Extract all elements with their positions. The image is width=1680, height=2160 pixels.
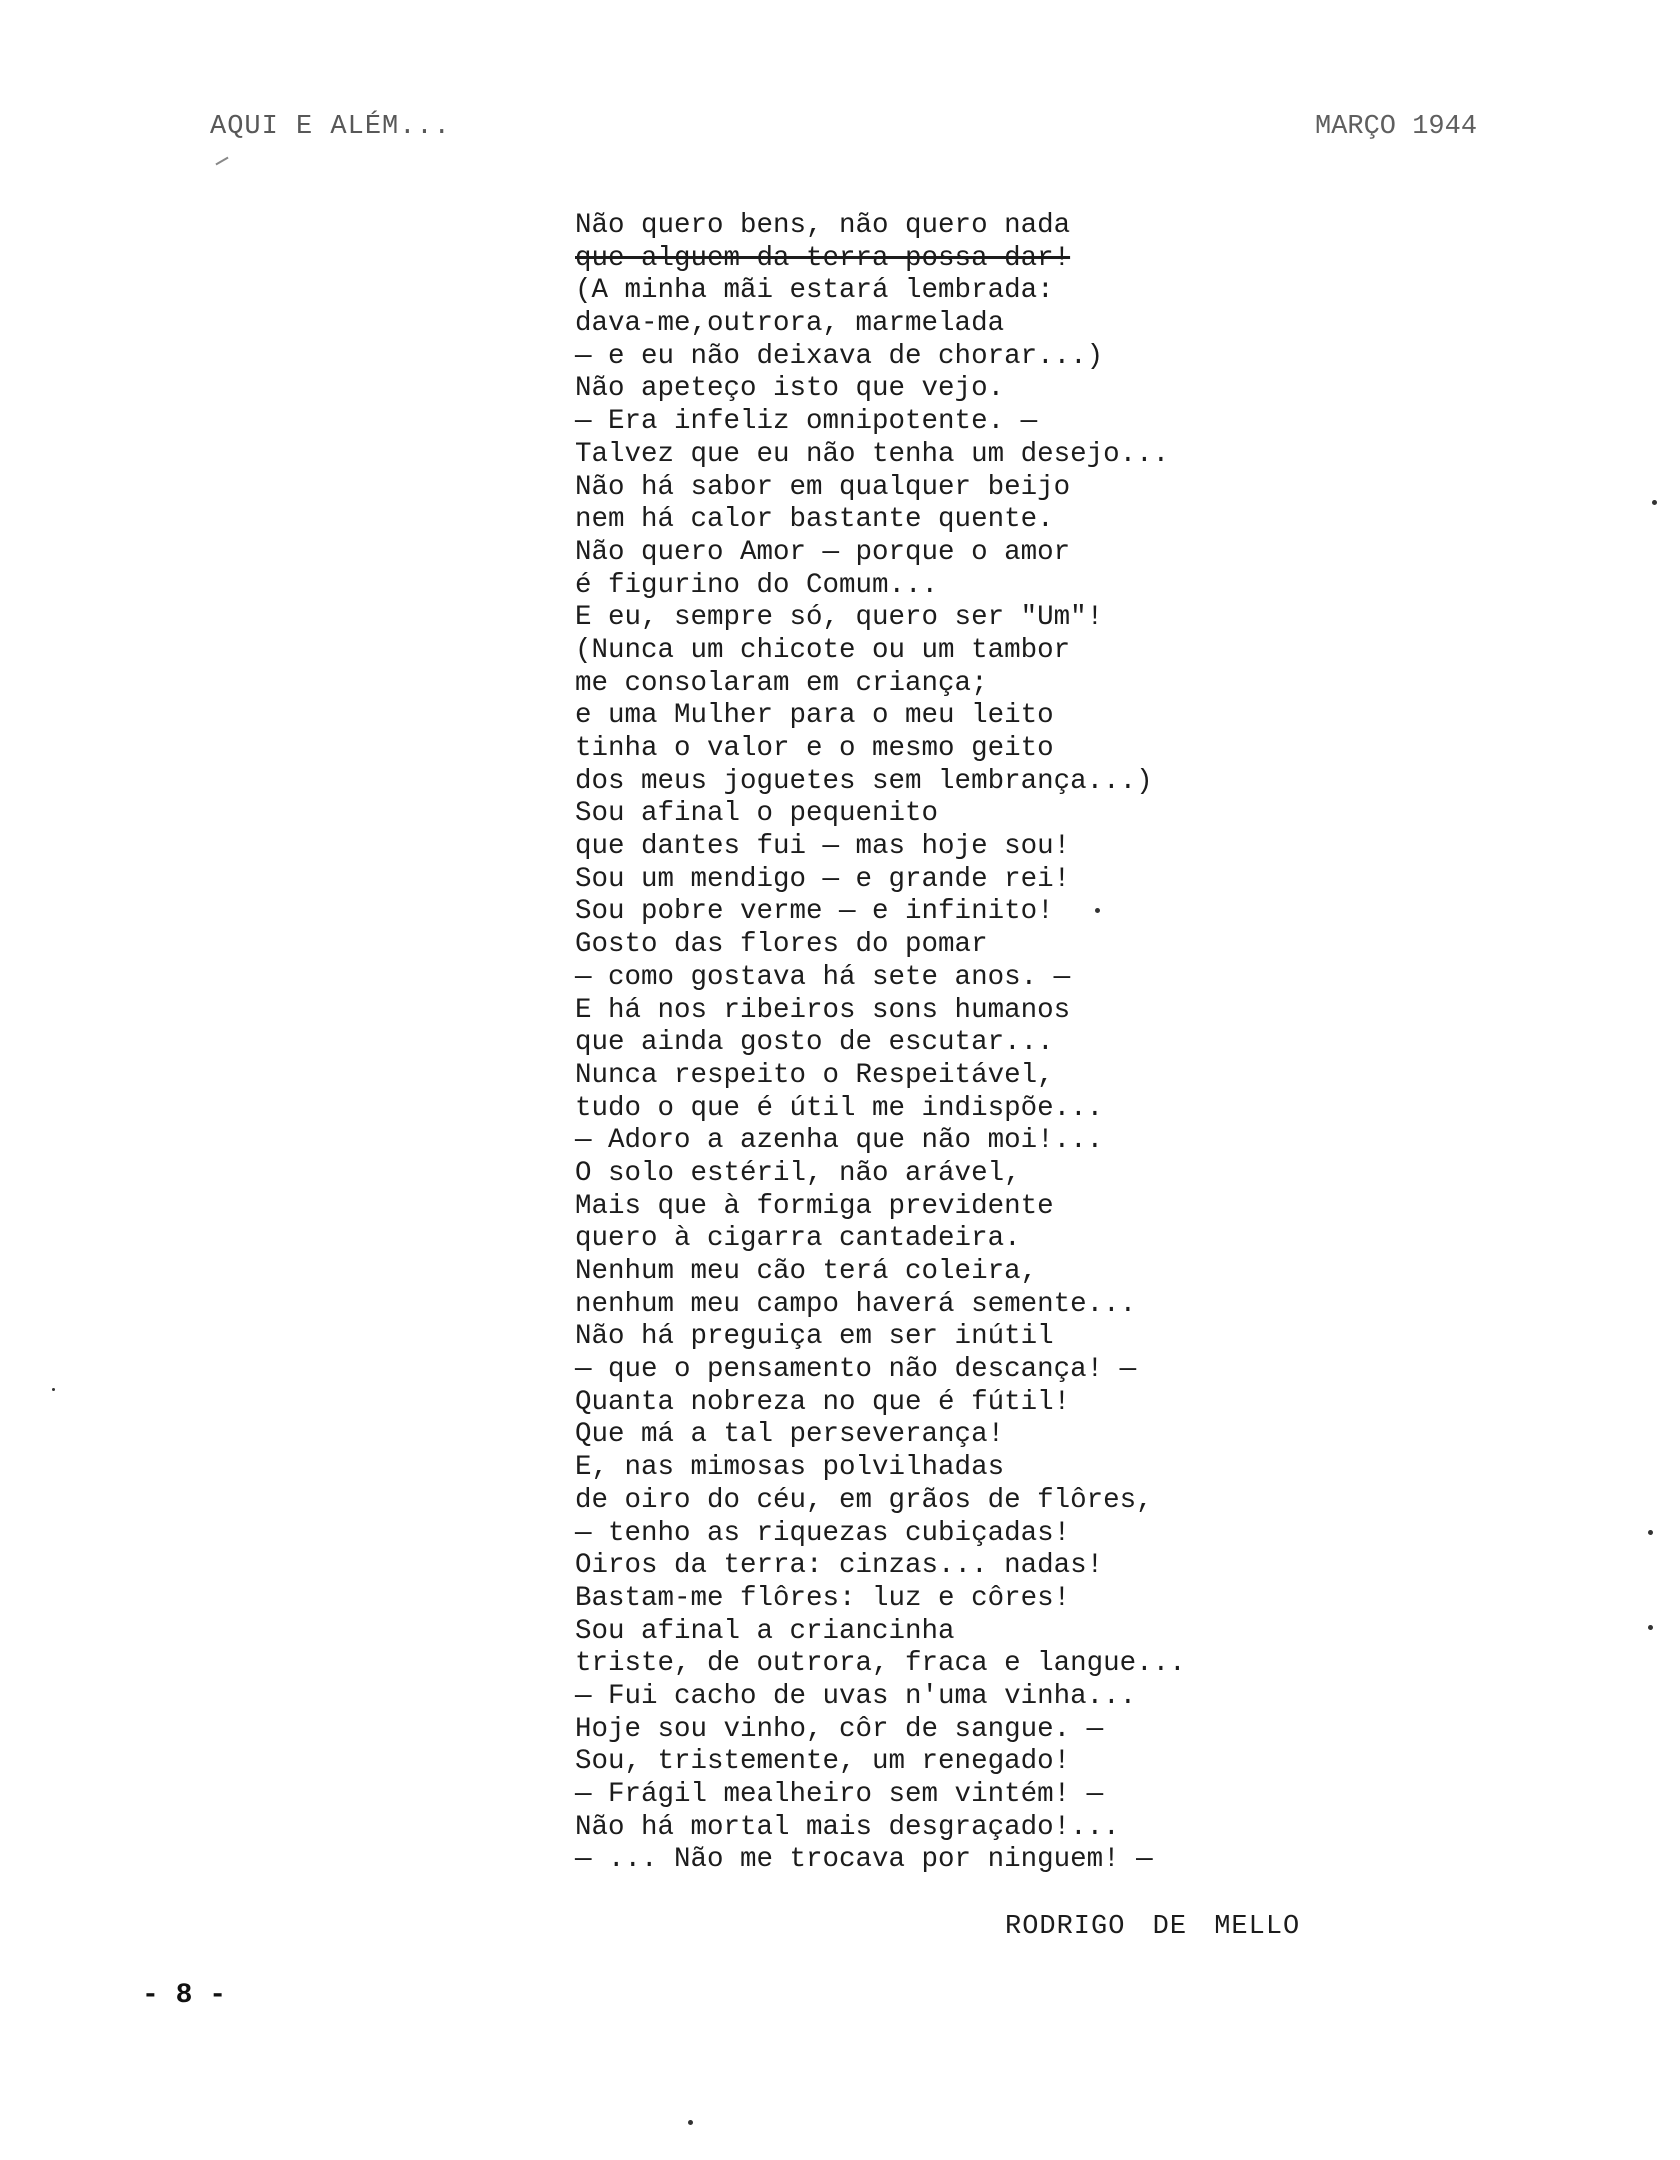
poem-line: tudo o que é útil me indispõe...: [575, 1092, 1104, 1124]
author-signature: RODRIGO DE MELLO: [1005, 1912, 1301, 1942]
poem-line: Não quero Amor — porque o amor: [575, 536, 1071, 568]
poem-line: Gosto das flores do pomar: [575, 929, 988, 961]
poem-line: Hoje sou vinho, côr de sangue. —: [575, 1713, 1104, 1745]
poem-line: me consolaram em criança;: [575, 667, 988, 699]
poem-line: é figurino do Comum...: [575, 569, 939, 601]
poem-line: quero à cigarra cantadeira.: [575, 1223, 1021, 1255]
poem-line: — Fui cacho de uvas n'uma vinha...: [575, 1680, 1137, 1712]
scan-speck: [1095, 908, 1100, 913]
scan-speck: [1648, 1530, 1653, 1535]
scan-speck: [688, 2120, 693, 2125]
poem-line: Sou pobre verme — e infinito!: [575, 896, 1054, 928]
poem-line: triste, de outrora, fraca e langue...: [575, 1648, 1186, 1680]
scan-speck: [1652, 500, 1657, 505]
poem-line: que ainda gosto de escutar...: [575, 1027, 1054, 1059]
poem-line: que dantes fui — mas hoje sou!: [575, 831, 1071, 863]
poem-line: Não há preguiça em ser inútil: [575, 1321, 1054, 1353]
poem-line: Talvez que eu não tenha um desejo...: [575, 438, 1170, 470]
poem-line: Sou, tristemente, um renegado!: [575, 1746, 1071, 1778]
poem-line: tinha o valor e o mesmo geito: [575, 733, 1054, 764]
poem-line: nenhum meu campo haverá semente...: [575, 1288, 1137, 1320]
poem-line: Quanta nobreza no que é fútil!: [575, 1386, 1071, 1418]
issue-date: MARÇO 1944: [1315, 112, 1478, 142]
poem-line: E há nos ribeiros sons humanos: [575, 994, 1071, 1026]
poem-line: — ... Não me trocava por ninguem! —: [575, 1844, 1153, 1876]
poem-line: Mais que à formiga previdente: [575, 1190, 1054, 1222]
poem-line: Não há mortal mais desgraçado!...: [575, 1811, 1120, 1843]
running-title: AQUI E ALÉM...: [210, 112, 451, 142]
poem-line: Nenhum meu cão terá coleira,: [575, 1256, 1038, 1287]
poem-line: Bastam-me flôres: luz e côres!: [575, 1582, 1071, 1614]
poem-line: Oiros da terra: cinzas... nadas!: [575, 1550, 1104, 1582]
poem-line: Nunca respeito o Respeitável,: [575, 1059, 1054, 1091]
poem-line: Não há sabor em qualquer beijo: [575, 471, 1071, 503]
poem-line: e uma Mulher para o meu leito: [575, 700, 1054, 732]
poem-line: — Frágil mealheiro sem vintém! —: [575, 1779, 1104, 1810]
scan-speck: [52, 1388, 55, 1391]
poem-line: — e eu não deixava de chorar...): [575, 340, 1104, 372]
poem-line: (Nunca um chicote ou um tambor: [575, 634, 1071, 666]
poem-line: Que má a tal perseverança!: [575, 1419, 1005, 1451]
poem-line: Sou afinal a criancinha: [575, 1615, 955, 1647]
poem-line: — como gostava há sete anos. —: [575, 961, 1071, 993]
poem-line: Sou afinal o pequenito: [575, 798, 939, 830]
poem-line: E eu, sempre só, quero ser "Um"!: [575, 602, 1104, 634]
poem-line: Não quero bens, não quero nada: [575, 210, 1071, 241]
poem-line: Sou um mendigo — e grande rei!: [575, 863, 1071, 895]
poem-line: — Adoro a azenha que não moi!...: [575, 1125, 1104, 1157]
poem-line: — tenho as riquezas cubiçadas!: [575, 1517, 1071, 1549]
scan-speck: [1648, 1625, 1653, 1630]
poem-line: nem há calor bastante quente.: [575, 504, 1054, 536]
poem-line: O solo estéril, não arável,: [575, 1157, 1021, 1189]
page-number: - 8 -: [142, 1980, 227, 2011]
poem-line: dava-me,outrora, marmelada: [575, 308, 1005, 340]
scan-mark: [215, 157, 228, 166]
poem-line: de oiro do céu, em grãos de flôres,: [575, 1484, 1153, 1516]
poem-line: Não apeteço isto que vejo.: [575, 373, 1005, 405]
poem-line: dos meus joguetes sem lembrança...): [575, 765, 1153, 797]
poem-line: (A minha mãi estará lembrada:: [575, 275, 1054, 307]
poem-line: E, nas mimosas polvilhadas: [575, 1452, 1005, 1484]
poem-line: — que o pensamento não descança! —: [575, 1354, 1137, 1386]
poem-line: — Era infeliz omnipotente. —: [575, 406, 1038, 438]
poem-line: que alguem da terra possa dar!: [575, 242, 1071, 274]
poem: [575, 210, 1295, 1877]
